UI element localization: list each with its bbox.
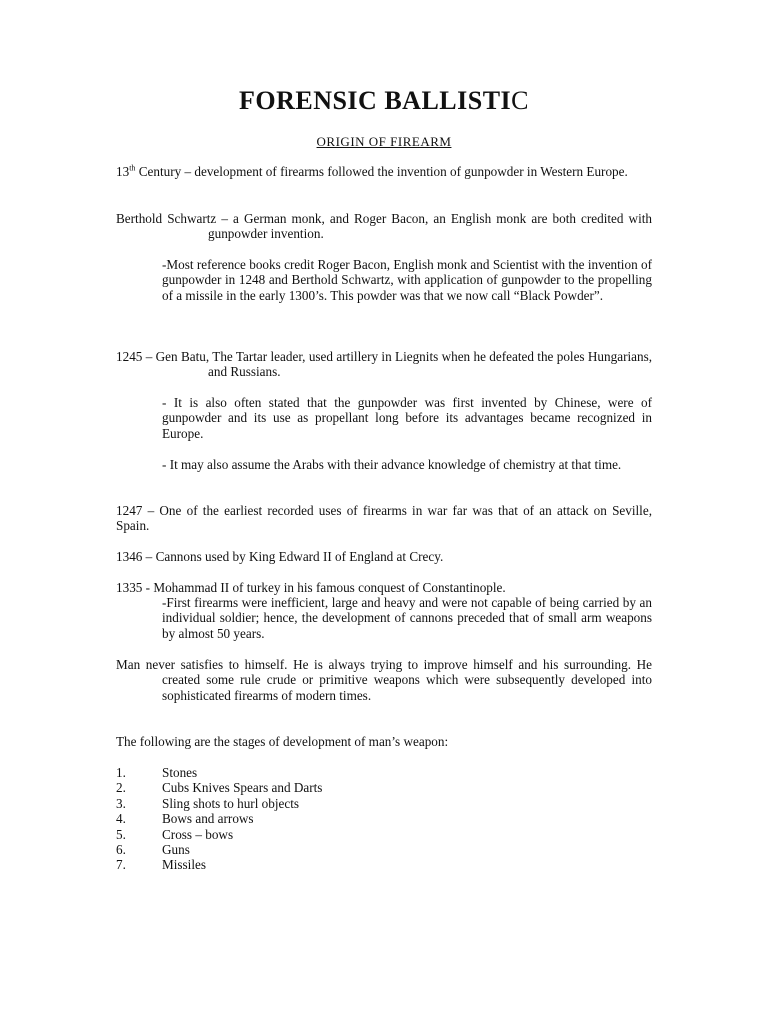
paragraph-first-firearms: -First firearms were inefficient, large and heavy and were not capable of being carried by an individual soldier; hence, the development of cannons preceded that of small arm weapons by almost 50 years. — [162, 595, 652, 641]
paragraph-schwartz-bacon: Berthold Schwartz – a German monk, and Roger Bacon, an English monk are both credited with gunpowder invention. — [116, 211, 652, 242]
list-item — [116, 811, 516, 826]
list-item-text: Sling shots to hurl objects — [162, 795, 300, 811]
list-item-number: 7. — [116, 857, 126, 873]
list-item-number: 1. — [116, 765, 126, 780]
century-suffix: th — [129, 163, 136, 173]
paragraph-stages-intro: The following are the stages of development of man’s weapon: — [116, 734, 449, 749]
list-item-number: 3. — [116, 795, 126, 811]
list-item — [116, 780, 516, 795]
paragraph-arabs: - It may also assume the Arabs with their advance knowledge of chemistry at that time. — [162, 457, 622, 472]
paragraph-reference-books: -Most reference books credit Roger Bacon, English monk and Scientist with the invention of gunpowder in 1248 and Berthold Schwartz, with application of gunpowder to the propelling of a missile in the early 1300’s. This powder was that we now call “Black Powder”. — [162, 257, 652, 303]
section-heading: ORIGIN OF FIREARM — [316, 134, 452, 149]
list-item — [116, 857, 516, 872]
list-item — [116, 827, 516, 842]
list-item — [116, 842, 516, 857]
list-item — [116, 765, 516, 780]
list-item-number: 4. — [116, 811, 126, 827]
century-number: 13 — [116, 164, 130, 179]
list-item — [116, 796, 516, 811]
century-text: Century – development of firearms followed the invention of gunpowder in Western Europe. — [135, 164, 628, 179]
title-main-text: FORENSIC BALLISTI — [238, 86, 512, 115]
paragraph-1335: 1335 - Mohammad II of turkey in his famous conquest of Constantinople. — [116, 580, 506, 595]
paragraph-1245: 1245 – Gen Batu, The Tartar leader, used artillery in Liegnits when he defeated the poles Hungarians, and Russians. — [116, 349, 652, 380]
paragraph-1346: 1346 – Cannons used by King Edward II of England at Crecy. — [116, 549, 444, 564]
list-item-text: Stones — [162, 765, 198, 780]
list-item-number: 5. — [116, 826, 126, 842]
paragraph-13th-century — [116, 164, 652, 179]
paragraph-1247: 1247 – One of the earliest recorded uses of firearms in war far was that of an attack on Seville, Spain. — [116, 503, 652, 534]
list-item-text: Bows and arrows — [162, 811, 254, 827]
list-item-text: Cubs Knives Spears and Darts — [162, 780, 323, 796]
list-item-number: 2. — [116, 780, 126, 796]
paragraph-man-never-satisfies: Man never satisfies to himself. He is always trying to improve himself and his surrounding. He created some rule crude or primitive weapons which were subsequently developed into sophisticated firearms of modern times. — [116, 657, 652, 703]
list-item-text: Guns — [162, 841, 190, 857]
list-item-text: Missiles — [162, 857, 206, 873]
stages-list — [116, 765, 516, 873]
paragraph-chinese: - It is also often stated that the gunpowder was first invented by Chinese, were of gunpowder and its use as propellant long before its advantages became recognized in Europe. — [162, 395, 652, 441]
title-last-letter: C — [511, 86, 530, 115]
list-item-number: 6. — [116, 841, 126, 857]
list-item-text: Cross – bows — [162, 826, 234, 842]
document-title — [0, 86, 768, 116]
